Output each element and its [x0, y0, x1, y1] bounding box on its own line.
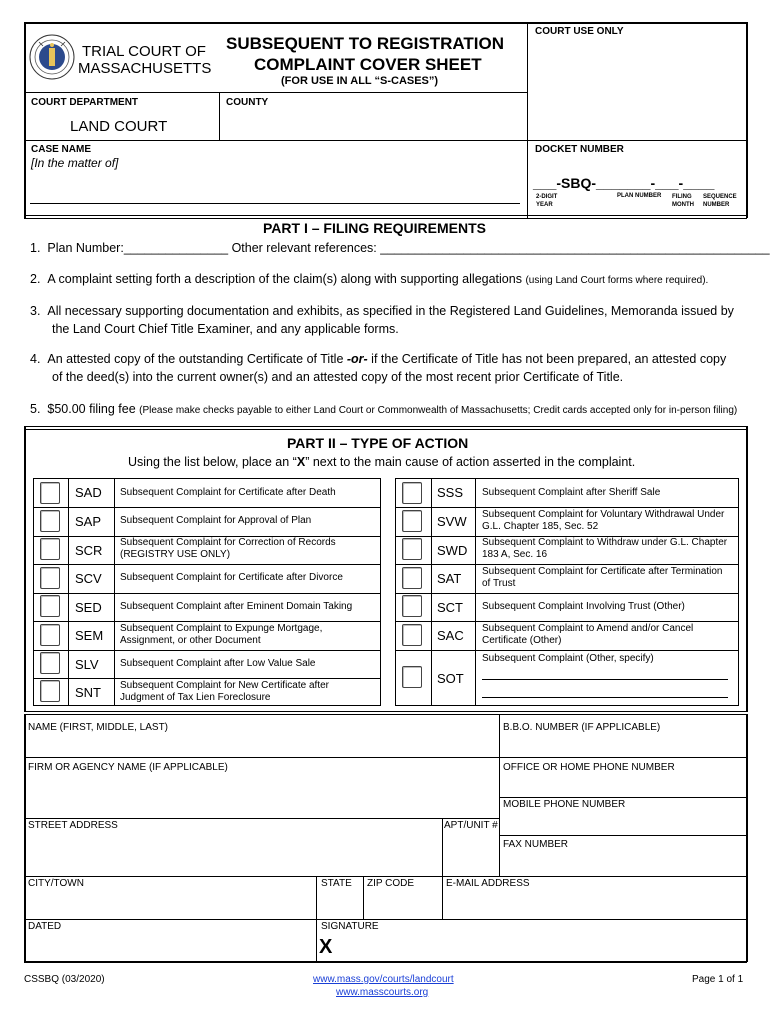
county-label: COUNTY	[226, 97, 269, 108]
bbo-label: B.B.O. NUMBER (IF APPLICABLE)	[503, 722, 661, 733]
bbo-field[interactable]	[503, 735, 743, 755]
checkbox-sss[interactable]	[402, 482, 422, 504]
firm-label: FIRM OR AGENCY NAME (IF APPLICABLE)	[28, 762, 228, 773]
checkbox-scr[interactable]	[40, 538, 60, 560]
case-name-label: CASE NAME	[31, 144, 92, 155]
action-code-slv: SLV	[75, 657, 99, 672]
docket-number-field[interactable]: ___-SBQ-_______-___-____	[533, 175, 715, 191]
checkbox-sed[interactable]	[40, 595, 60, 617]
action-code-sot: SOT	[437, 671, 464, 686]
other-specify-line-1[interactable]	[482, 679, 728, 680]
checkbox-swd[interactable]	[402, 538, 422, 560]
docket-sequence-label: SEQUENCE NUMBER	[703, 194, 737, 208]
court-name-line2: MASSACHUSETTS	[78, 60, 212, 77]
email-label: E-MAIL ADDRESS	[446, 878, 530, 889]
checkbox-sem[interactable]	[40, 624, 60, 646]
requirement-5: 5. $50.00 filing fee (Please make checks payable to either Land Court or Commonwealth of Massachusetts; Credit cards accepted only for in-person filing)	[30, 402, 738, 416]
county-field[interactable]	[224, 112, 524, 138]
city-field[interactable]	[28, 891, 312, 917]
name-label: NAME (FIRST, MIDDLE, LAST)	[28, 722, 169, 733]
state-field[interactable]	[320, 891, 360, 917]
requirement-1: 1. Plan Number:_______________ Other relevant references: ________________________________________________________	[30, 241, 770, 255]
form-title-line2: COMPLAINT COVER SHEET	[254, 55, 482, 74]
signature-field[interactable]	[340, 934, 743, 959]
checkbox-sct[interactable]	[402, 595, 422, 617]
action-code-scr: SCR	[75, 543, 103, 558]
action-desc-sct: Subsequent Complaint Involving Trust (Other)	[482, 601, 685, 612]
apt-unit-field[interactable]	[445, 833, 497, 873]
other-specify-line-2[interactable]	[482, 697, 728, 698]
action-code-sed: SED	[75, 600, 102, 615]
massachusetts-seal	[29, 34, 75, 80]
action-code-sac: SAC	[437, 628, 464, 643]
dated-field[interactable]	[28, 934, 312, 959]
action-code-scv: SCV	[75, 571, 102, 586]
land-court-link[interactable]: www.mass.gov/courts/landcourt	[313, 974, 454, 985]
action-desc-sac: Subsequent Complaint to Amend and/or Cancel Certificate (Other)	[482, 623, 694, 646]
checkbox-sad[interactable]	[40, 482, 60, 504]
signature-label: SIGNATURE	[321, 921, 379, 932]
form-subtitle: (FOR USE IN ALL “S-CASES”)	[281, 75, 439, 87]
dated-label: DATED	[28, 921, 62, 932]
action-desc-snt: Subsequent Complaint for New Certificate after Judgment of Tax Lien Foreclosure	[120, 680, 329, 703]
checkbox-snt[interactable]	[40, 680, 60, 702]
action-code-sad: SAD	[75, 485, 102, 500]
page-number: Page 1 of 1	[692, 974, 744, 985]
action-code-svw: SVW	[437, 514, 467, 529]
form-id: CSSBQ (03/2020)	[24, 974, 105, 985]
court-name-line1: TRIAL COURT OF	[82, 43, 206, 60]
court-use-only-field	[530, 40, 744, 138]
city-label: CITY/TOWN	[28, 878, 84, 889]
action-code-sem: SEM	[75, 628, 104, 643]
action-code-snt: SNT	[75, 685, 101, 700]
checkbox-sot[interactable]	[402, 666, 422, 688]
part2-title: PART II – TYPE OF ACTION	[287, 435, 469, 451]
action-desc-sem: Subsequent Complaint to Expunge Mortgage, Assignment, or other Document	[120, 623, 323, 646]
mobile-phone-field[interactable]	[503, 812, 743, 832]
action-desc-sot: Subsequent Complaint (Other, specify)	[482, 653, 654, 664]
fax-field[interactable]	[503, 852, 743, 874]
name-field[interactable]	[28, 735, 496, 755]
requirement-4: 4. An attested copy of the outstanding Certificate of Title -or- if the Certificate of Title has not been prepared, an attested copy of the deed(s) into the current owner(s) and an attested copy of the most recent prior Certificate of Title.	[30, 352, 727, 384]
firm-field[interactable]	[28, 775, 496, 815]
office-phone-label: OFFICE OR HOME PHONE NUMBER	[503, 762, 675, 773]
requirement-3: 3. All necessary supporting documentation and exhibits, as specified in the Registered Land Guidelines, Memoranda issued by the Land Court Chief Title Examiner, and any applicable forms.	[30, 304, 734, 336]
form-title-line1: SUBSEQUENT TO REGISTRATION	[226, 34, 505, 53]
action-desc-scv: Subsequent Complaint for Certificate after Divorce	[120, 572, 343, 583]
action-desc-sed: Subsequent Complaint after Eminent Domain Taking	[120, 601, 353, 612]
mobile-phone-label: MOBILE PHONE NUMBER	[503, 799, 626, 810]
action-code-swd: SWD	[437, 543, 468, 558]
apt-unit-label: APT/UNIT #	[444, 820, 498, 831]
checkbox-sat[interactable]	[402, 567, 422, 589]
part2-instructions: Using the list below, place an “X” next to the main cause of action asserted in the complaint.	[128, 455, 636, 469]
checkbox-sap[interactable]	[40, 510, 60, 532]
checkbox-svw[interactable]	[402, 510, 422, 532]
court-department-label: COURT DEPARTMENT	[31, 97, 139, 108]
action-desc-sap: Subsequent Complaint for Approval of Plan	[120, 515, 312, 526]
zip-field[interactable]	[367, 891, 439, 917]
court-department-value[interactable]: LAND COURT	[70, 118, 168, 135]
action-code-sat: SAT	[437, 571, 462, 586]
action-desc-sad: Subsequent Complaint for Certificate after Death	[120, 487, 336, 498]
court-use-only-label: COURT USE ONLY	[535, 26, 624, 37]
zip-label: ZIP CODE	[367, 878, 415, 889]
action-desc-swd: Subsequent Complaint to Withdraw under G.L. Chapter 183 A, Sec. 16	[482, 537, 728, 560]
case-name-field[interactable]: [In the matter of]	[31, 156, 119, 170]
checkbox-slv[interactable]	[40, 652, 60, 674]
part1-title: PART I – FILING REQUIREMENTS	[263, 220, 486, 236]
action-code-sss: SSS	[437, 485, 464, 500]
office-phone-field[interactable]	[503, 775, 743, 795]
requirement-2: 2. A complaint setting forth a description of the claim(s) along with supporting allegations (using Land Court forms where required).	[30, 272, 709, 286]
fax-label: FAX NUMBER	[503, 839, 569, 850]
action-code-sct: SCT	[437, 600, 463, 615]
checkbox-sac[interactable]	[402, 624, 422, 646]
action-desc-svw: Subsequent Complaint for Voluntary Withdrawal Under G.L. Chapter 185, Sec. 52	[482, 509, 725, 532]
docket-month-label: FILING MONTH	[672, 194, 694, 208]
docket-plan-label: PLAN NUMBER	[617, 193, 662, 199]
street-address-field[interactable]	[28, 833, 438, 873]
action-desc-sat: Subsequent Complaint for Certificate after Termination of Trust	[482, 566, 723, 589]
docket-number-label: DOCKET NUMBER	[535, 144, 624, 155]
street-address-label: STREET ADDRESS	[28, 820, 118, 831]
state-label: STATE	[321, 878, 352, 889]
masscourts-link[interactable]: www.masscourts.org	[336, 987, 429, 998]
checkbox-scv[interactable]	[40, 567, 60, 589]
docket-year-label: 2-DIGIT YEAR	[536, 194, 558, 208]
action-code-sap: SAP	[75, 514, 102, 529]
action-desc-sss: Subsequent Complaint after Sheriff Sale	[482, 487, 661, 498]
email-field[interactable]	[446, 891, 743, 917]
signature-mark: X	[319, 936, 333, 958]
action-desc-scr: Subsequent Complaint for Correction of Records (REGISTRY USE ONLY)	[120, 537, 336, 560]
action-desc-slv: Subsequent Complaint after Low Value Sale	[120, 658, 316, 669]
